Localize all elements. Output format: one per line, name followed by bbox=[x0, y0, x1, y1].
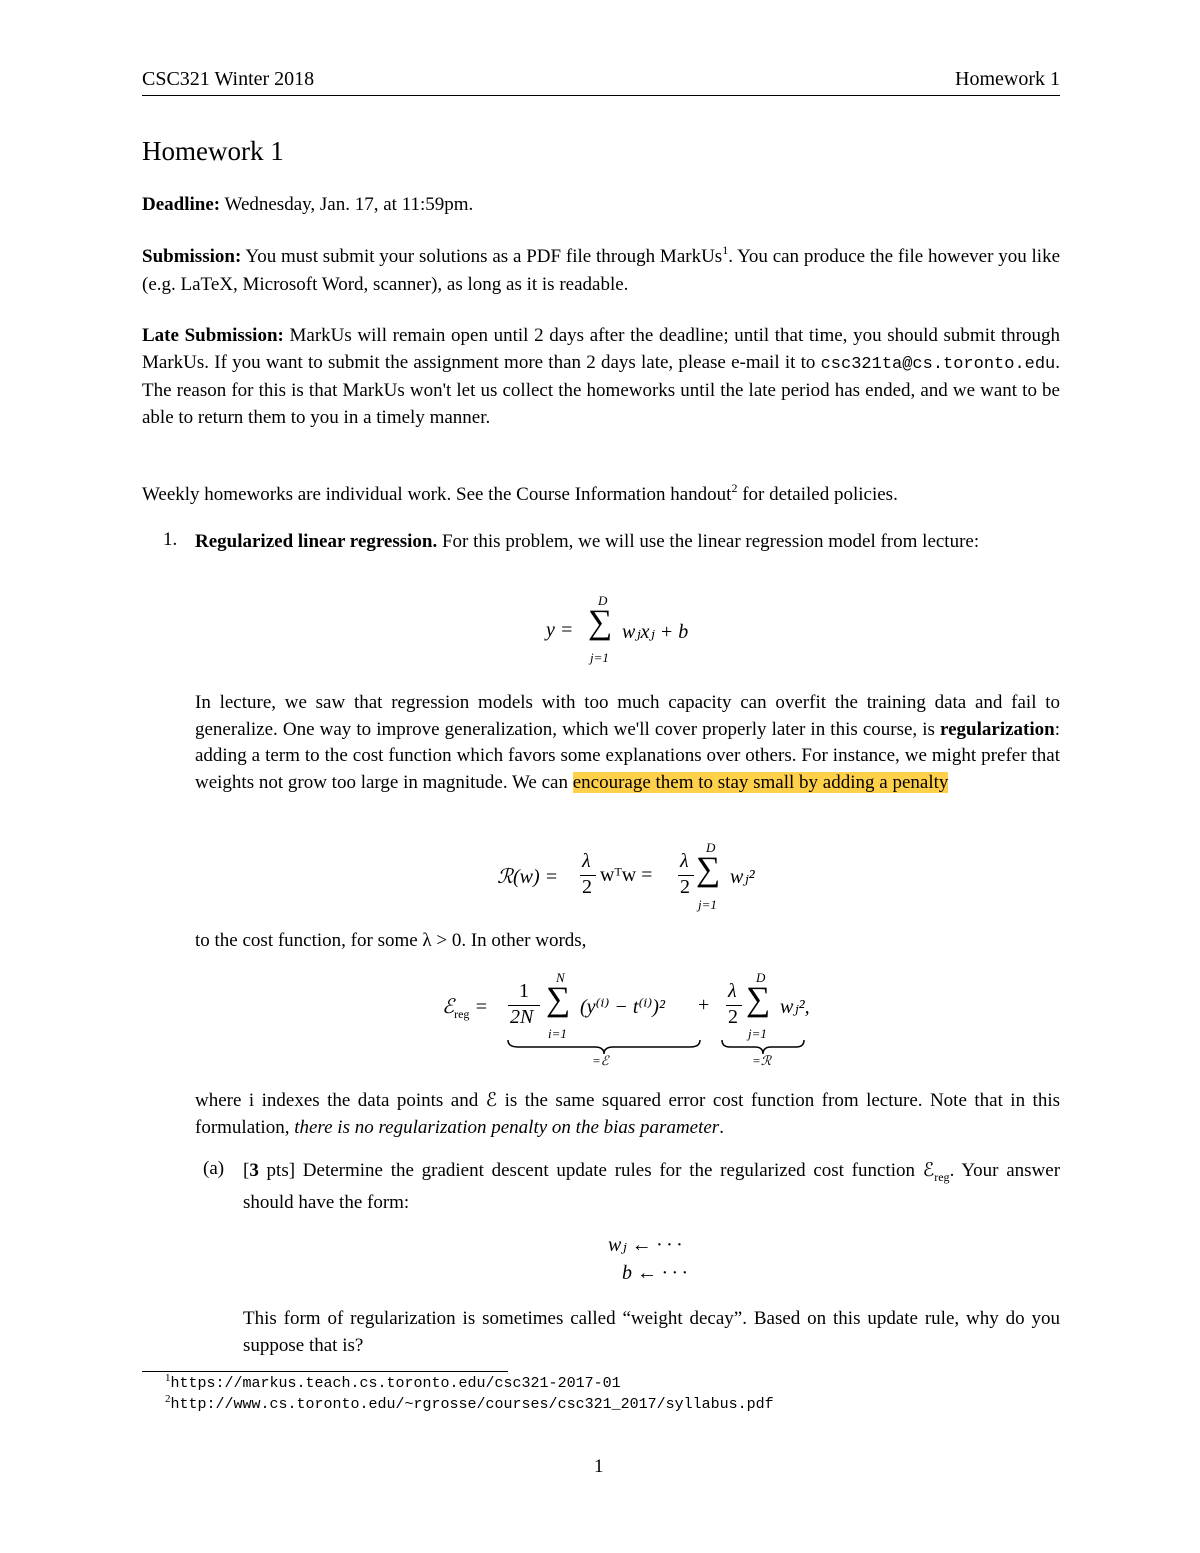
eq2-upper-limit: D bbox=[706, 840, 716, 855]
running-header-course: CSC321 Winter 2018 bbox=[142, 68, 315, 90]
eq2-frac-num: λ bbox=[582, 850, 591, 872]
footnote-mark-1[interactable]: 1 bbox=[722, 243, 729, 257]
eq3-lower-limit-1: i=1 bbox=[548, 1026, 567, 1041]
eq1-upper-limit: D bbox=[598, 593, 608, 608]
underbrace-error bbox=[508, 1040, 700, 1054]
page-title: Homework 1 bbox=[142, 136, 284, 166]
late-text1: MarkUs will remain open until 2 days after the deadline; until that time, you should submit through MarkUs. If you want to submit the assignment more than 2 days late, please e-mail it to bbox=[142, 325, 1061, 373]
cost-function-sentence: to the cost function, for some λ > 0. In other words, bbox=[195, 930, 587, 951]
eq2-frac2-den: 2 bbox=[680, 876, 690, 898]
para4-text-b: . bbox=[719, 1116, 724, 1138]
late-text2: . The reason for this is that MarkUs won't let us collect the homeworks until the late period has ended, and we want to be able to return them to you in a timely manner. bbox=[142, 351, 1060, 428]
eq3-lhs-subscript: reg bbox=[454, 1007, 470, 1021]
para4-text-a: where i indexes the data points and ℰ is the same squared error cost function from lecture. Note that in this formulation, bbox=[195, 1090, 1060, 1138]
problem-intro bbox=[195, 529, 1060, 556]
para2-text-b: : adding a term to the cost function which favors some explanations over others. For instance, we might prefer that weights not grow too large in magnitude. We can bbox=[195, 718, 1060, 793]
footnote-2-url[interactable]: http://www.cs.toronto.edu/~rgrosse/courses/csc321_2017/syllabus.pdf bbox=[170, 1396, 774, 1413]
weekly-text1: Weekly homeworks are individual work. See the Course Information handout bbox=[142, 484, 732, 505]
footnote-2-mark: 2 bbox=[165, 1393, 171, 1405]
problem-number: 1. bbox=[163, 529, 178, 550]
eq3-upper-limit-2: D bbox=[756, 970, 766, 985]
submission-text1: You must submit your solutions as a PDF file through MarkUs bbox=[245, 246, 723, 267]
part-a-text1: Determine the gradient descent update rules for the regularized cost function ℰ bbox=[302, 1160, 935, 1181]
pts-open: [ bbox=[243, 1160, 250, 1181]
underbrace-regularizer bbox=[722, 1040, 804, 1054]
deadline-label: Deadline: bbox=[142, 194, 221, 215]
eq3-plus: + bbox=[698, 994, 710, 1016]
highlighted-text[interactable]: encourage them to stay small by adding a penalty bbox=[572, 771, 949, 793]
underbrace-regularizer-label: =ℛ bbox=[752, 1053, 772, 1068]
para4-italic: there is no regularization penalty on the bias parameter bbox=[294, 1116, 720, 1138]
pts-close: pts] bbox=[258, 1160, 296, 1181]
eq2-sum-symbol: ∑ bbox=[696, 851, 721, 888]
underbrace-error-label: =ℰ bbox=[592, 1053, 609, 1068]
regularization-term: regularization bbox=[940, 718, 1055, 740]
eq2-lower-limit: j=1 bbox=[698, 897, 717, 912]
problem-title: Regularized linear regression. bbox=[195, 531, 438, 552]
part-a-question bbox=[243, 1158, 1060, 1217]
running-header-title: Homework 1 bbox=[955, 68, 1060, 90]
eq1-lower-limit: j=1 bbox=[590, 650, 609, 665]
footnote-rule bbox=[142, 1371, 508, 1372]
eq1-rhs: wⱼxⱼ + b bbox=[622, 621, 689, 643]
part-a-label: (a) bbox=[203, 1158, 225, 1179]
para2-text-a: In lecture, we saw that regression models with too much capacity can overfit the training data and fail to generalize. One way to improve generalization, which we'll cover properly later in this course, is bbox=[195, 692, 1060, 740]
part-a-text2: . Your answer should have the form: bbox=[243, 1160, 1061, 1214]
deadline-text: Wednesday, Jan. 17, at 11:59pm. bbox=[224, 194, 474, 215]
pts-number: 3 bbox=[249, 1160, 259, 1181]
problem-intro-text: For this problem, we will use the linear regression model from lecture: bbox=[441, 531, 980, 552]
eq3-upper-limit-1: N bbox=[556, 970, 565, 985]
weekly-paragraph bbox=[142, 482, 1060, 510]
eq3-frac2-num: λ bbox=[728, 980, 737, 1002]
late-submission-paragraph bbox=[142, 323, 1060, 431]
eq1-lhs: y = bbox=[546, 619, 574, 641]
weekly-text2: for detailed policies. bbox=[737, 484, 898, 505]
page-number: 1 bbox=[594, 1456, 604, 1477]
eq3-rhs: wⱼ², bbox=[780, 996, 810, 1018]
eq3-squared-error-term: (y⁽ⁱ⁾ − t⁽ⁱ⁾)² bbox=[580, 996, 665, 1018]
update-rule-w: wⱼ ← · · · bbox=[608, 1234, 682, 1256]
eq3-sum-symbol-1: ∑ bbox=[546, 981, 571, 1018]
footnote-1-mark: 1 bbox=[165, 1372, 171, 1384]
deadline-paragraph bbox=[142, 192, 1060, 219]
eq3-frac-num: 1 bbox=[519, 980, 529, 1002]
submission-text2: . You can produce the file however you like (e.g. LaTeX, Microsoft Word, scanner), as long as it is readable. bbox=[142, 246, 1061, 295]
email-link[interactable]: csc321ta@cs.toronto.edu bbox=[820, 354, 1056, 374]
eq3-frac2-den: 2 bbox=[728, 1006, 738, 1028]
eq3-lhs bbox=[442, 994, 488, 1022]
eq2-frac-den: 2 bbox=[582, 876, 592, 898]
weight-decay-question: This form of regularization is sometimes called “weight decay”. Based on this update rule, why do you suppose that is? bbox=[243, 1308, 1060, 1356]
bias-note-paragraph bbox=[195, 1088, 1060, 1141]
footnote-1 bbox=[165, 1372, 621, 1392]
update-rule-b: b ← · · · bbox=[622, 1262, 687, 1284]
equation-linear-model bbox=[546, 619, 573, 642]
submission-paragraph bbox=[142, 244, 1060, 298]
submission-label: Submission: bbox=[142, 246, 242, 267]
eq3-lhs-symbol: ℰ bbox=[442, 996, 455, 1018]
eq3-lower-limit-2: j=1 bbox=[748, 1026, 767, 1041]
eq3-sum-symbol-2: ∑ bbox=[746, 981, 771, 1018]
part-a-subscript: reg bbox=[934, 1169, 950, 1184]
eq2-rhs: wⱼ² bbox=[730, 866, 755, 888]
header-rule bbox=[142, 95, 1060, 96]
footnote-mark-2[interactable]: 2 bbox=[731, 481, 738, 495]
eq2-lhs: ℛ(w) = bbox=[497, 866, 559, 888]
regularization-paragraph bbox=[195, 690, 1060, 796]
eq1-sum-symbol: ∑ bbox=[588, 604, 613, 641]
eq2-frac2-num: λ bbox=[680, 850, 689, 872]
footnote-2 bbox=[165, 1393, 774, 1413]
eq3-frac-den: 2N bbox=[510, 1006, 534, 1028]
eq2-mid: wᵀw = bbox=[600, 864, 653, 886]
footnote-1-url[interactable]: https://markus.teach.cs.toronto.edu/csc321-2017-01 bbox=[170, 1375, 621, 1392]
late-label: Late Submission: bbox=[142, 325, 284, 346]
eq3-equals: = bbox=[469, 996, 488, 1018]
